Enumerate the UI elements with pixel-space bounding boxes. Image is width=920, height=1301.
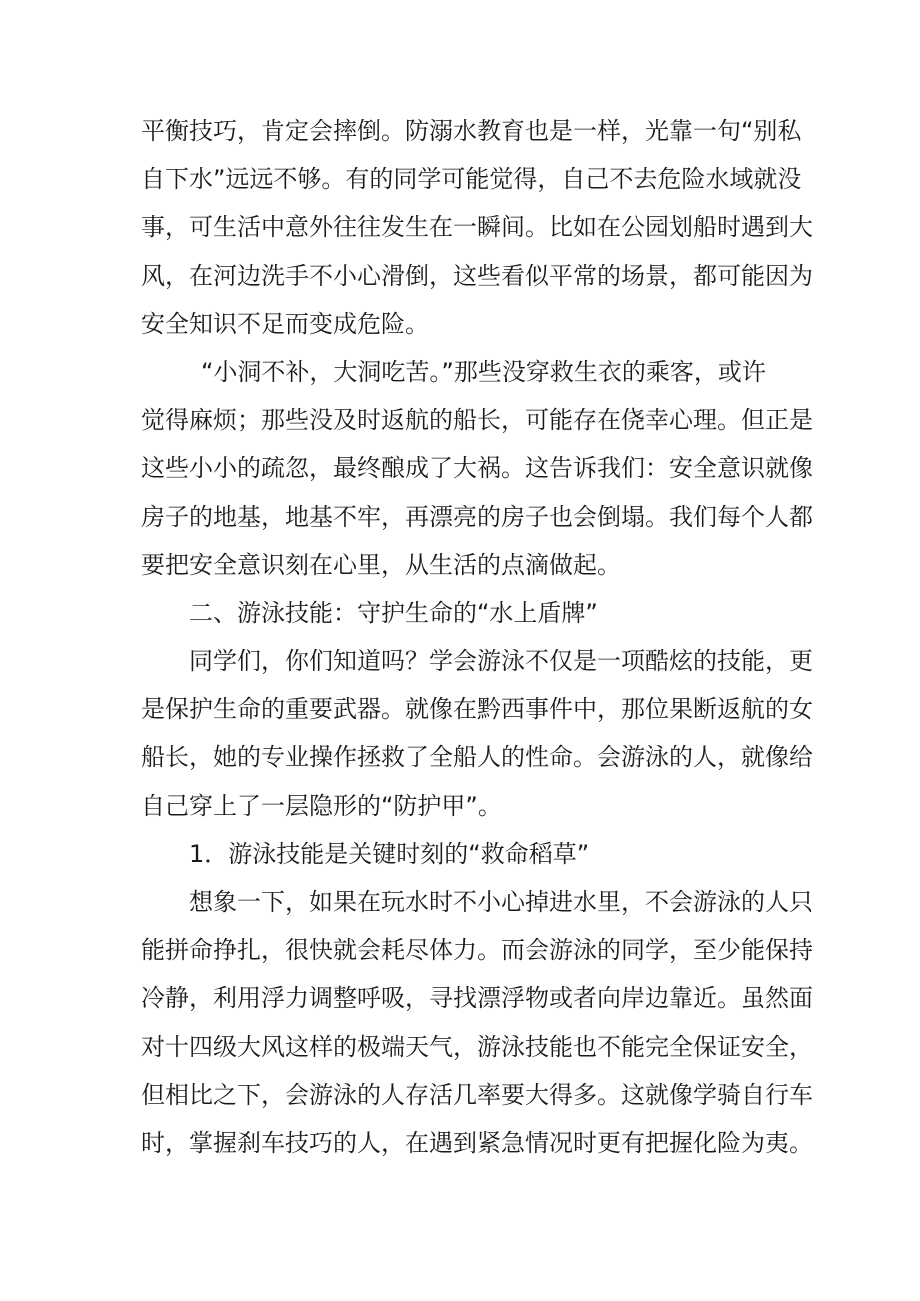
text-line: 房子的地基，地基不牢，再漂亮的房子也会倒塌。我们每个人都 [141,502,813,531]
body-text [141,107,813,1167]
text-line: 自己穿上了一层隐形的“防护甲”。 [141,791,502,820]
text-line: 这些小小的疏忽，最终酿成了大祸。这告诉我们：安全意识就像 [141,454,813,483]
text-line: 能拼命挣扎，很快就会耗尽体力。而会游泳的同学，至少能保持 [141,936,813,965]
text-line: 时，掌握刹车技巧的人，在遇到紧急情况时更有把握化险为夷。 [141,1128,813,1157]
text-line: 但相比之下，会游泳的人存活几率要大得多。这就像学骑自行车 [141,1080,813,1109]
text-line: 觉得麻烦；那些没及时返航的船长，可能存在侥幸心理。但正是 [141,406,813,435]
text-line: 二、游泳技能：守护生命的“水上盾牌” [189,598,598,627]
text-line: 要把安全意识刻在心里，从生活的点滴做起。 [141,550,621,579]
text-line: 自下水”远远不够。有的同学可能觉得，自己不去危险水域就没 [141,165,802,194]
text-line: 1．游泳技能是关键时刻的“救命稻草” [189,839,590,868]
text-line: 对十四级大风这样的极端天气，游泳技能也不能完全保证安全， [141,1032,813,1061]
text-line: 同学们，你们知道吗？学会游泳不仅是一项酷炫的技能，更 [189,647,813,676]
text-line: 是保护生命的重要武器。就像在黔西事件中，那位果断返航的女 [141,695,813,724]
text-line: 平衡技巧，肯定会摔倒。防溺水教育也是一样，光靠一句“别私 [141,117,802,145]
text-line: “小洞不补，大洞吃苦。”那些没穿救生衣的乘客，或许 [201,357,766,386]
text-line: 安全知识不足而变成危险。 [141,309,429,338]
text-line: 想象一下，如果在玩水时不小心掉进水里，不会游泳的人只 [189,888,813,916]
text-line: 冷静，利用浮力调整呼吸，寻找漂浮物或者向岸边靠近。虽然面 [141,984,813,1013]
text-line: 风，在河边洗手不小心滑倒，这些看似平常的场景，都可能因为 [141,261,813,290]
text-line: 船长，她的专业操作拯救了全船人的性命。会游泳的人，就像给 [141,743,813,772]
text-line: 事，可生活中意外往往发生在一瞬间。比如在公园划船时遇到大 [141,213,813,242]
